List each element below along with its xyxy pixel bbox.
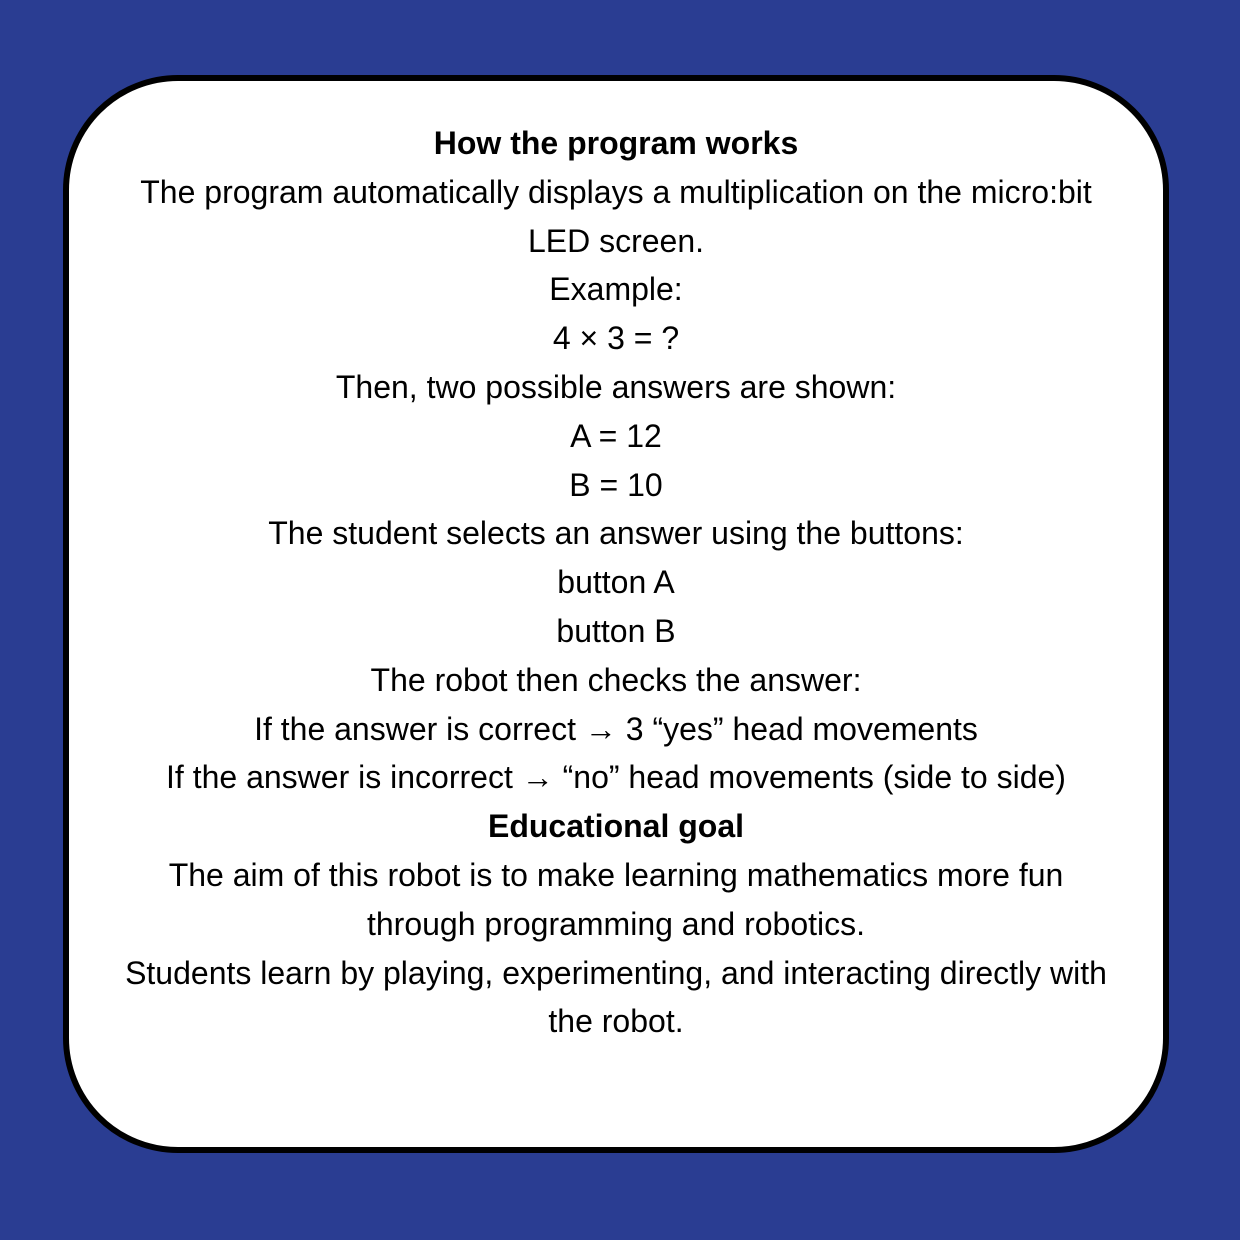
button-a-text: button A	[557, 564, 675, 601]
heading-how-program-works: How the program works	[433, 125, 799, 161]
intro-text: The program automatically displays a multiplication on the micro:bit LED screen.	[140, 173, 1092, 259]
check-intro: The robot then checks the answer:	[370, 661, 862, 698]
info-card	[63, 75, 1169, 1153]
select-intro: The student selects an answer using the buttons:	[268, 515, 964, 552]
card-content	[69, 119, 1163, 1046]
button-b-text: button B	[556, 612, 676, 649]
answer-a: A = 12	[570, 417, 662, 454]
correct-case: If the answer is correct → 3 “yes” head movements	[254, 710, 978, 747]
aim-text: The aim of this robot is to make learning mathematics more fun through programming and robotics.	[168, 856, 1064, 942]
example-question: 4 × 3 = ?	[552, 320, 680, 357]
answer-b: B = 10	[569, 466, 663, 503]
answers-intro: Then, two possible answers are shown:	[335, 368, 897, 405]
incorrect-case: If the answer is incorrect → “no” head movements (side to side)	[166, 759, 1066, 796]
learning-text: Students learn by playing, experimenting, and interacting directly with the robot.	[125, 954, 1107, 1040]
heading-educational-goal: Educational goal	[487, 808, 745, 845]
example-label: Example:	[549, 271, 683, 308]
